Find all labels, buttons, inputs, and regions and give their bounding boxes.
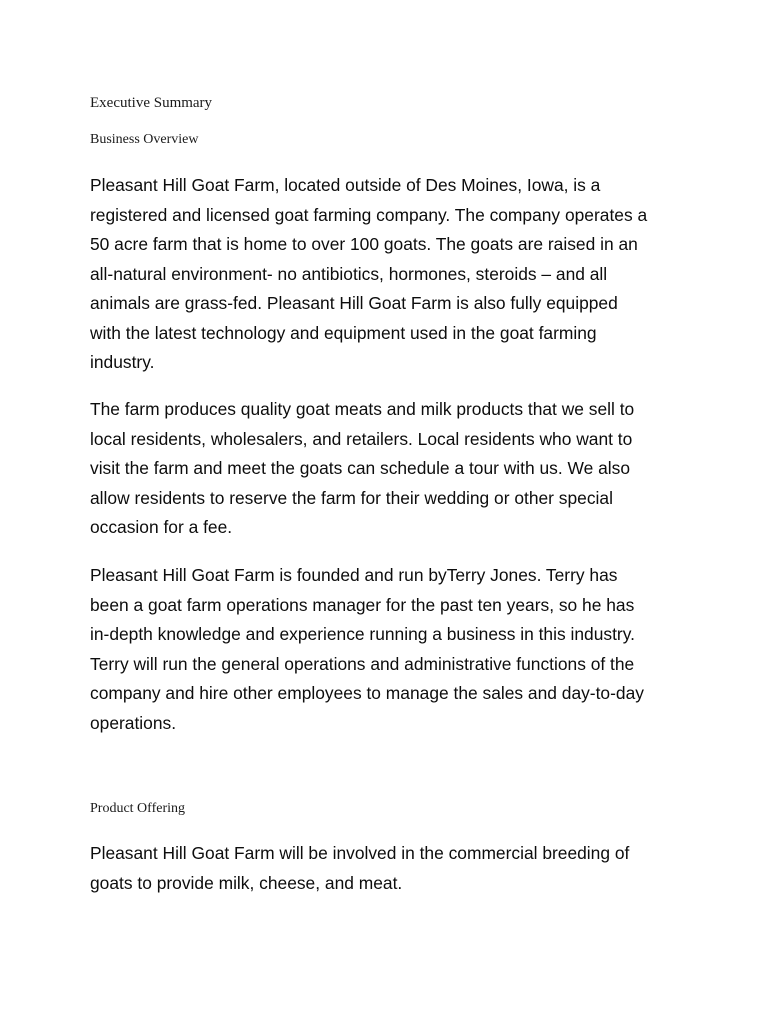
text-line: animals are grass-fed. Pleasant Hill Goat Farm is also fully equipped	[90, 293, 618, 313]
text-line: registered and licensed goat farming company. The company operates a	[90, 204, 648, 225]
section-heading-business-overview: Business Overview	[90, 132, 199, 147]
text-line: goats to provide milk, cheese, and meat.	[90, 872, 403, 893]
text-line: in-depth knowledge and experience running a business in this industry.	[90, 624, 635, 644]
text-line: operations.	[90, 712, 177, 733]
section-heading-product-offering: Product Offering	[90, 801, 185, 816]
text-line: local residents, wholesalers, and retailers. Local residents who want to	[90, 428, 633, 449]
paragraph-product-offering	[90, 839, 690, 898]
paragraph-products-and-services	[90, 395, 690, 543]
text-line: The farm produces quality goat meats and milk products that we sell to	[90, 399, 635, 419]
document-title: Executive Summary	[90, 95, 213, 111]
text-line: company and hire other employees to manage the sales and day-to-day	[90, 683, 644, 703]
text-line: visit the farm and meet the goats can schedule a tour with us. We also	[90, 458, 631, 478]
text-line: Pleasant Hill Goat Farm, located outside of Des Moines, Iowa, is a	[90, 175, 601, 195]
paragraph-founder	[90, 561, 690, 738]
paragraph-farm-overview	[90, 171, 690, 378]
text-line: all-natural environment- no antibiotics, hormones, steroids – and all	[90, 263, 608, 284]
text-line: 50 acre farm that is home to over 100 goats. The goats are raised in an	[90, 234, 638, 254]
text-line: with the latest technology and equipment used in the goat farming	[90, 322, 597, 343]
text-line: Pleasant Hill Goat Farm is founded and run byTerry Jones. Terry has	[90, 565, 618, 585]
text-line: Terry will run the general operations and administrative functions of the	[90, 653, 635, 674]
text-line: industry.	[90, 352, 155, 372]
text-line: been a goat farm operations manager for the past ten years, so he has	[90, 594, 635, 615]
text-line: allow residents to reserve the farm for their wedding or other special	[90, 487, 613, 508]
text-line: occasion for a fee.	[90, 517, 233, 537]
text-line: Pleasant Hill Goat Farm will be involved in the commercial breeding of	[90, 843, 630, 863]
